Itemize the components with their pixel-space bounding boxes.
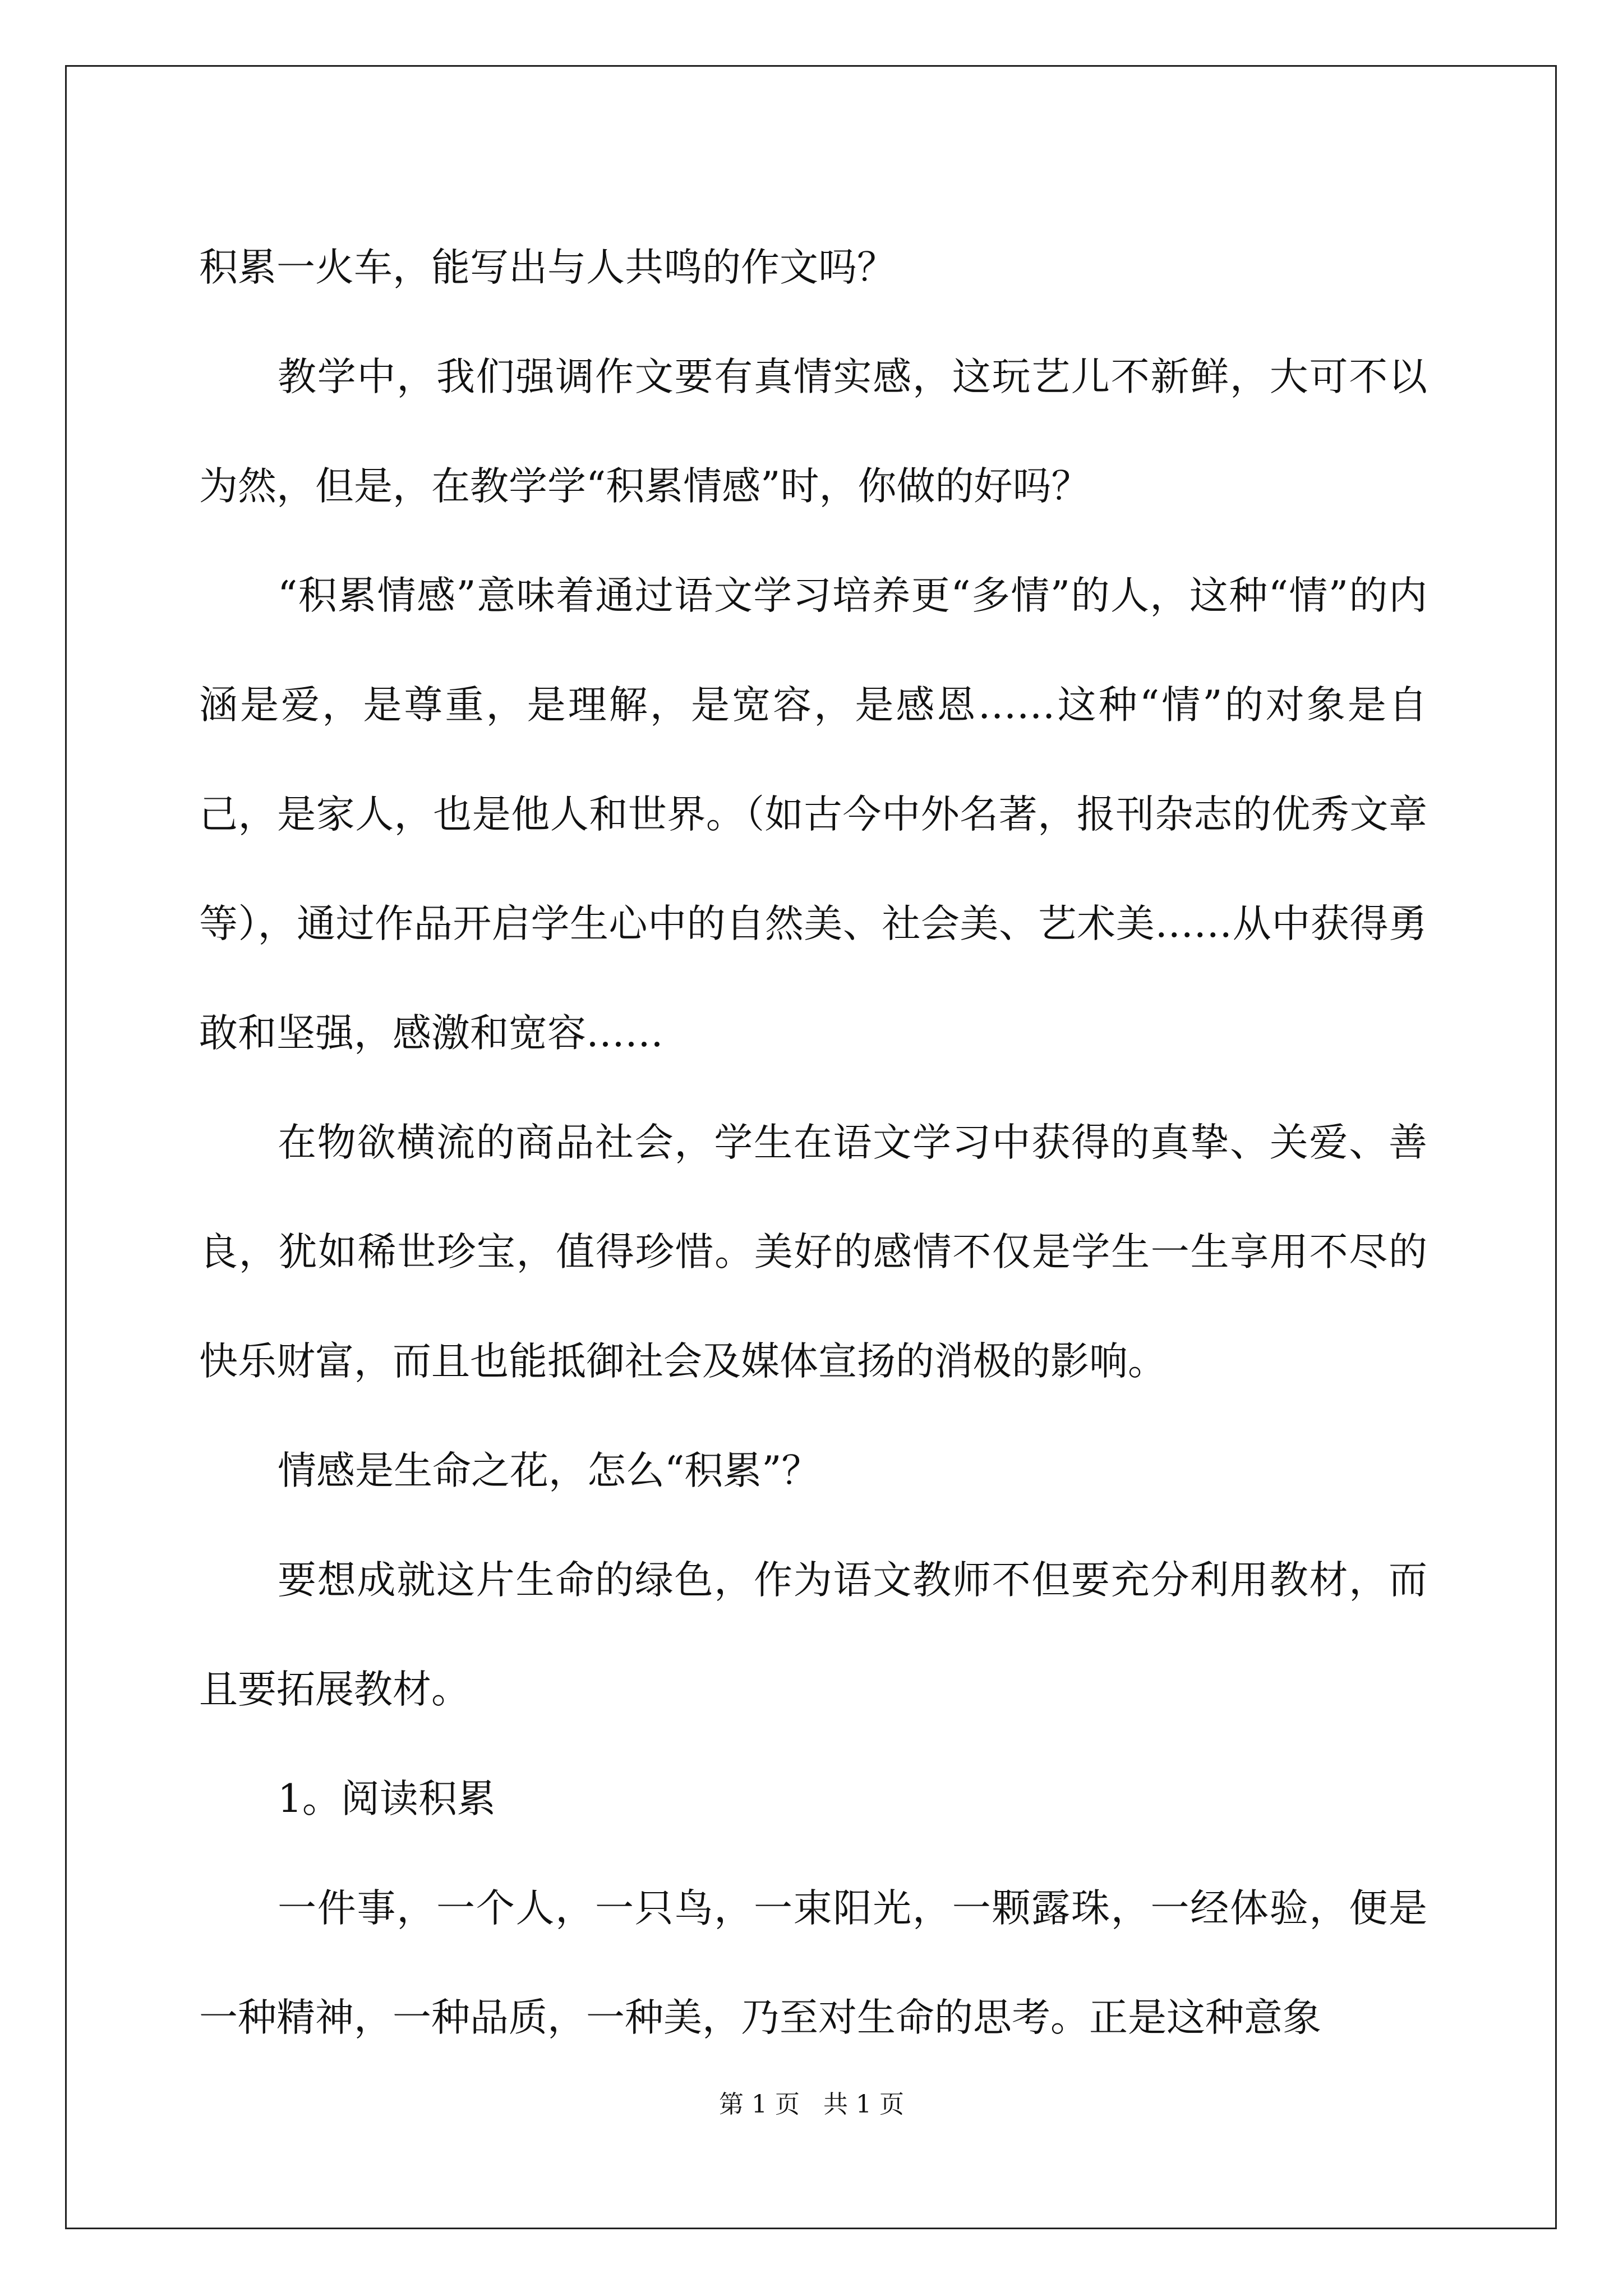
paragraph-5: 情感是生命之花，怎么“积累”？ (278, 1448, 820, 1493)
paragraph-1: 积累一火车，能写出与人共鸣的作文吗？ (199, 245, 896, 290)
paragraph-8: 一件事，一个人，一只鸟，一束阳光，一颗露珠，一经体验，便是一种精神，一种品质，一种美，乃至对生命的思考。正是这种意象 (199, 1886, 1427, 2040)
paragraph-7: 1。阅读积累 (278, 1777, 496, 1821)
paragraph-3: “积累情感”意味着通过语文学习培养更“多情”的人，这种“情”的内涵是爱，是尊重，是理解，是宽容，是感恩……这种“情”的对象是自己，是家人，也是他人和世界。（如古今中外名著，报刊杂志的优秀文章等），通过作品开启学生心中的自然美、社会美、艺术美……从中获得勇敢和坚强，感激和宽容…… (199, 573, 1427, 1056)
page-footer: 第 1 页 共 1 页 (719, 2090, 904, 2119)
paragraph-4: 在物欲横流的商品社会，学生在语文学习中获得的真挚、关爱、善良，犹如稀世珍宝，值得珍惜。美好的感情不仅是学生一生享用不尽的快乐财富，而且也能抵御社会及媒体宣扬的消极的影响。 (199, 1120, 1427, 1384)
document-body (199, 213, 1427, 2073)
paragraph-6: 要想成就这片生命的绿色，作为语文教师不但要充分利用教材，而且要拓展教材。 (199, 1558, 1427, 1712)
paragraph-2: 教学中，我们强调作文要有真情实感，这玩艺儿不新鲜，大可不以为然，但是，在教学学“积累情感”时，你做的好吗？ (199, 355, 1427, 509)
